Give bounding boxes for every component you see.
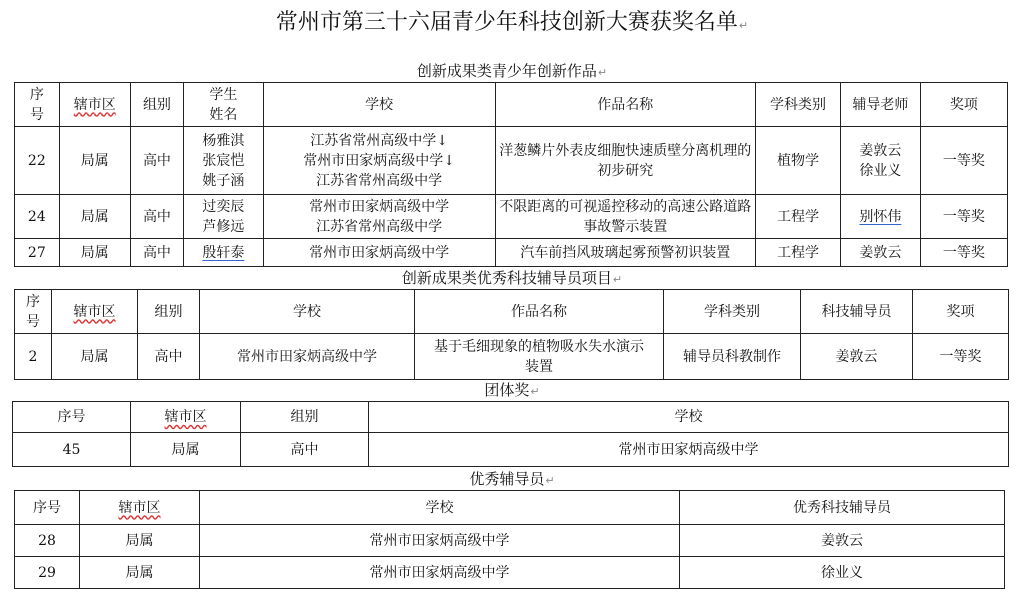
page-title-text: 常州市第三十六届青少年科技创新大赛获奖名单 — [275, 10, 738, 35]
table-row — [15, 557, 1005, 589]
cell-work: 汽车前挡风玻璃起雾预警初识装置 — [495, 239, 755, 267]
header-district: 辖市区 — [59, 83, 130, 127]
section3-title-text: 团体奖 — [484, 381, 530, 399]
header-group: 组别 — [138, 290, 200, 334]
cell-subject: 工程学 — [755, 239, 840, 267]
cell-teachers: 姜敦云 — [841, 239, 921, 267]
cell-index: 28 — [15, 525, 80, 557]
cell-district: 局属 — [59, 239, 130, 267]
page-title — [0, 8, 1024, 41]
header-school: 学校 — [369, 402, 1009, 433]
section2-title-text: 创新成果类优秀科技辅导员项目 — [401, 269, 612, 287]
cell-award: 一等奖 — [920, 239, 1007, 267]
table-row — [13, 433, 1009, 467]
table-header-row — [15, 290, 1009, 334]
section4-title — [0, 469, 1024, 491]
header-index: 序号 — [13, 402, 131, 433]
cell-district: 局属 — [52, 334, 138, 380]
table-row — [15, 334, 1009, 380]
cell-subject: 植物学 — [755, 127, 840, 195]
cell-district: 局属 — [59, 127, 130, 195]
cell-schools: 江苏省常州高级中学↓ 常州市田家炳高级中学↓ 江苏省常州高级中学 — [263, 127, 495, 195]
cell-index: 45 — [13, 433, 131, 467]
cell-subject: 工程学 — [755, 195, 840, 239]
cell-work: 不限距离的可视遥控移动的高速公路道路 事故警示装置 — [495, 195, 755, 239]
cell-work: 基于毛细现象的植物吸水失水演示 装置 — [415, 334, 664, 380]
header-award: 奖项 — [920, 83, 1007, 127]
section2-title — [0, 268, 1024, 290]
header-award: 奖项 — [913, 290, 1009, 334]
cell-district: 局属 — [131, 433, 241, 467]
cell-mentor: 姜敦云 — [680, 525, 1005, 557]
cell-index: 22 — [15, 127, 60, 195]
cell-school: 常州市田家炳高级中学 — [200, 557, 680, 589]
header-index: 序 号 — [15, 83, 60, 127]
header-school: 学校 — [263, 83, 495, 127]
mentor-projects-table — [14, 289, 1009, 380]
table-header-row — [15, 83, 1008, 127]
header-teacher: 辅导老师 — [841, 83, 921, 127]
section4-title-text: 优秀辅导员 — [469, 470, 545, 488]
cell-mentor: 徐业义 — [680, 557, 1005, 589]
cell-group: 高中 — [130, 195, 183, 239]
cell-schools: 常州市田家炳高级中学 江苏省常州高级中学 — [263, 195, 495, 239]
cell-students: 过奕辰 芦修远 — [184, 195, 264, 239]
table-row — [15, 195, 1008, 239]
table-header-row — [15, 491, 1005, 525]
cell-school: 常州市田家炳高级中学 — [200, 525, 680, 557]
header-group: 组别 — [130, 83, 183, 127]
cell-award: 一等奖 — [920, 195, 1007, 239]
cell-district: 局属 — [80, 557, 200, 589]
header-subject: 学科类别 — [755, 83, 840, 127]
section3-title — [0, 380, 1024, 402]
cell-teachers: 别怀伟 — [841, 195, 921, 239]
header-subject: 学科类别 — [664, 290, 801, 334]
section1-title-text: 创新成果类青少年创新作品 — [416, 62, 597, 80]
header-work: 作品名称 — [495, 83, 755, 127]
cell-schools: 常州市田家炳高级中学 — [263, 239, 495, 267]
header-mentor: 科技辅导员 — [801, 290, 913, 334]
return-mark: ↵ — [545, 474, 555, 487]
cell-mentor: 姜敦云 — [801, 334, 913, 380]
cell-group: 高中 — [130, 127, 183, 195]
cell-students: 殷轩泰 — [184, 239, 264, 267]
table-row — [15, 127, 1008, 195]
cell-subject: 辅导员科教制作 — [664, 334, 801, 380]
table-row — [15, 239, 1008, 267]
section1-title — [0, 61, 1024, 83]
header-district: 辖市区 — [52, 290, 138, 334]
cell-group: 高中 — [130, 239, 183, 267]
return-mark: ↵ — [738, 19, 749, 32]
header-work: 作品名称 — [415, 290, 664, 334]
cell-award: 一等奖 — [913, 334, 1009, 380]
table-header-row — [13, 402, 1009, 433]
header-index: 序 号 — [15, 290, 52, 334]
cell-teachers: 姜敦云 徐业义 — [841, 127, 921, 195]
return-mark: ↵ — [612, 273, 623, 286]
cell-award: 一等奖 — [920, 127, 1007, 195]
cell-district: 局属 — [59, 195, 130, 239]
team-award-table — [12, 401, 1009, 467]
header-index: 序号 — [15, 491, 80, 525]
cell-district: 局属 — [80, 525, 200, 557]
cell-group: 高中 — [138, 334, 200, 380]
header-mentor: 优秀科技辅导员 — [680, 491, 1005, 525]
header-school: 学校 — [200, 491, 680, 525]
cell-group: 高中 — [241, 433, 369, 467]
header-school: 学校 — [200, 290, 415, 334]
header-group: 组别 — [241, 402, 369, 433]
header-district: 辖市区 — [80, 491, 200, 525]
cell-school: 常州市田家炳高级中学 — [369, 433, 1009, 467]
cell-index: 2 — [15, 334, 52, 380]
cell-work: 洋葱鳞片外表皮细胞快速质壁分离机理的 初步研究 — [495, 127, 755, 195]
cell-index: 27 — [15, 239, 60, 267]
header-student: 学生 姓名 — [184, 83, 264, 127]
table-row — [15, 525, 1005, 557]
return-mark: ↵ — [530, 385, 540, 398]
cell-school: 常州市田家炳高级中学 — [200, 334, 415, 380]
return-mark: ↵ — [597, 66, 608, 79]
excellent-mentors-table — [14, 490, 1005, 589]
cell-index: 24 — [15, 195, 60, 239]
innovation-works-table — [14, 82, 1008, 267]
header-district: 辖市区 — [131, 402, 241, 433]
cell-index: 29 — [15, 557, 80, 589]
cell-students: 杨雅淇 张宸恺 姚子涵 — [184, 127, 264, 195]
